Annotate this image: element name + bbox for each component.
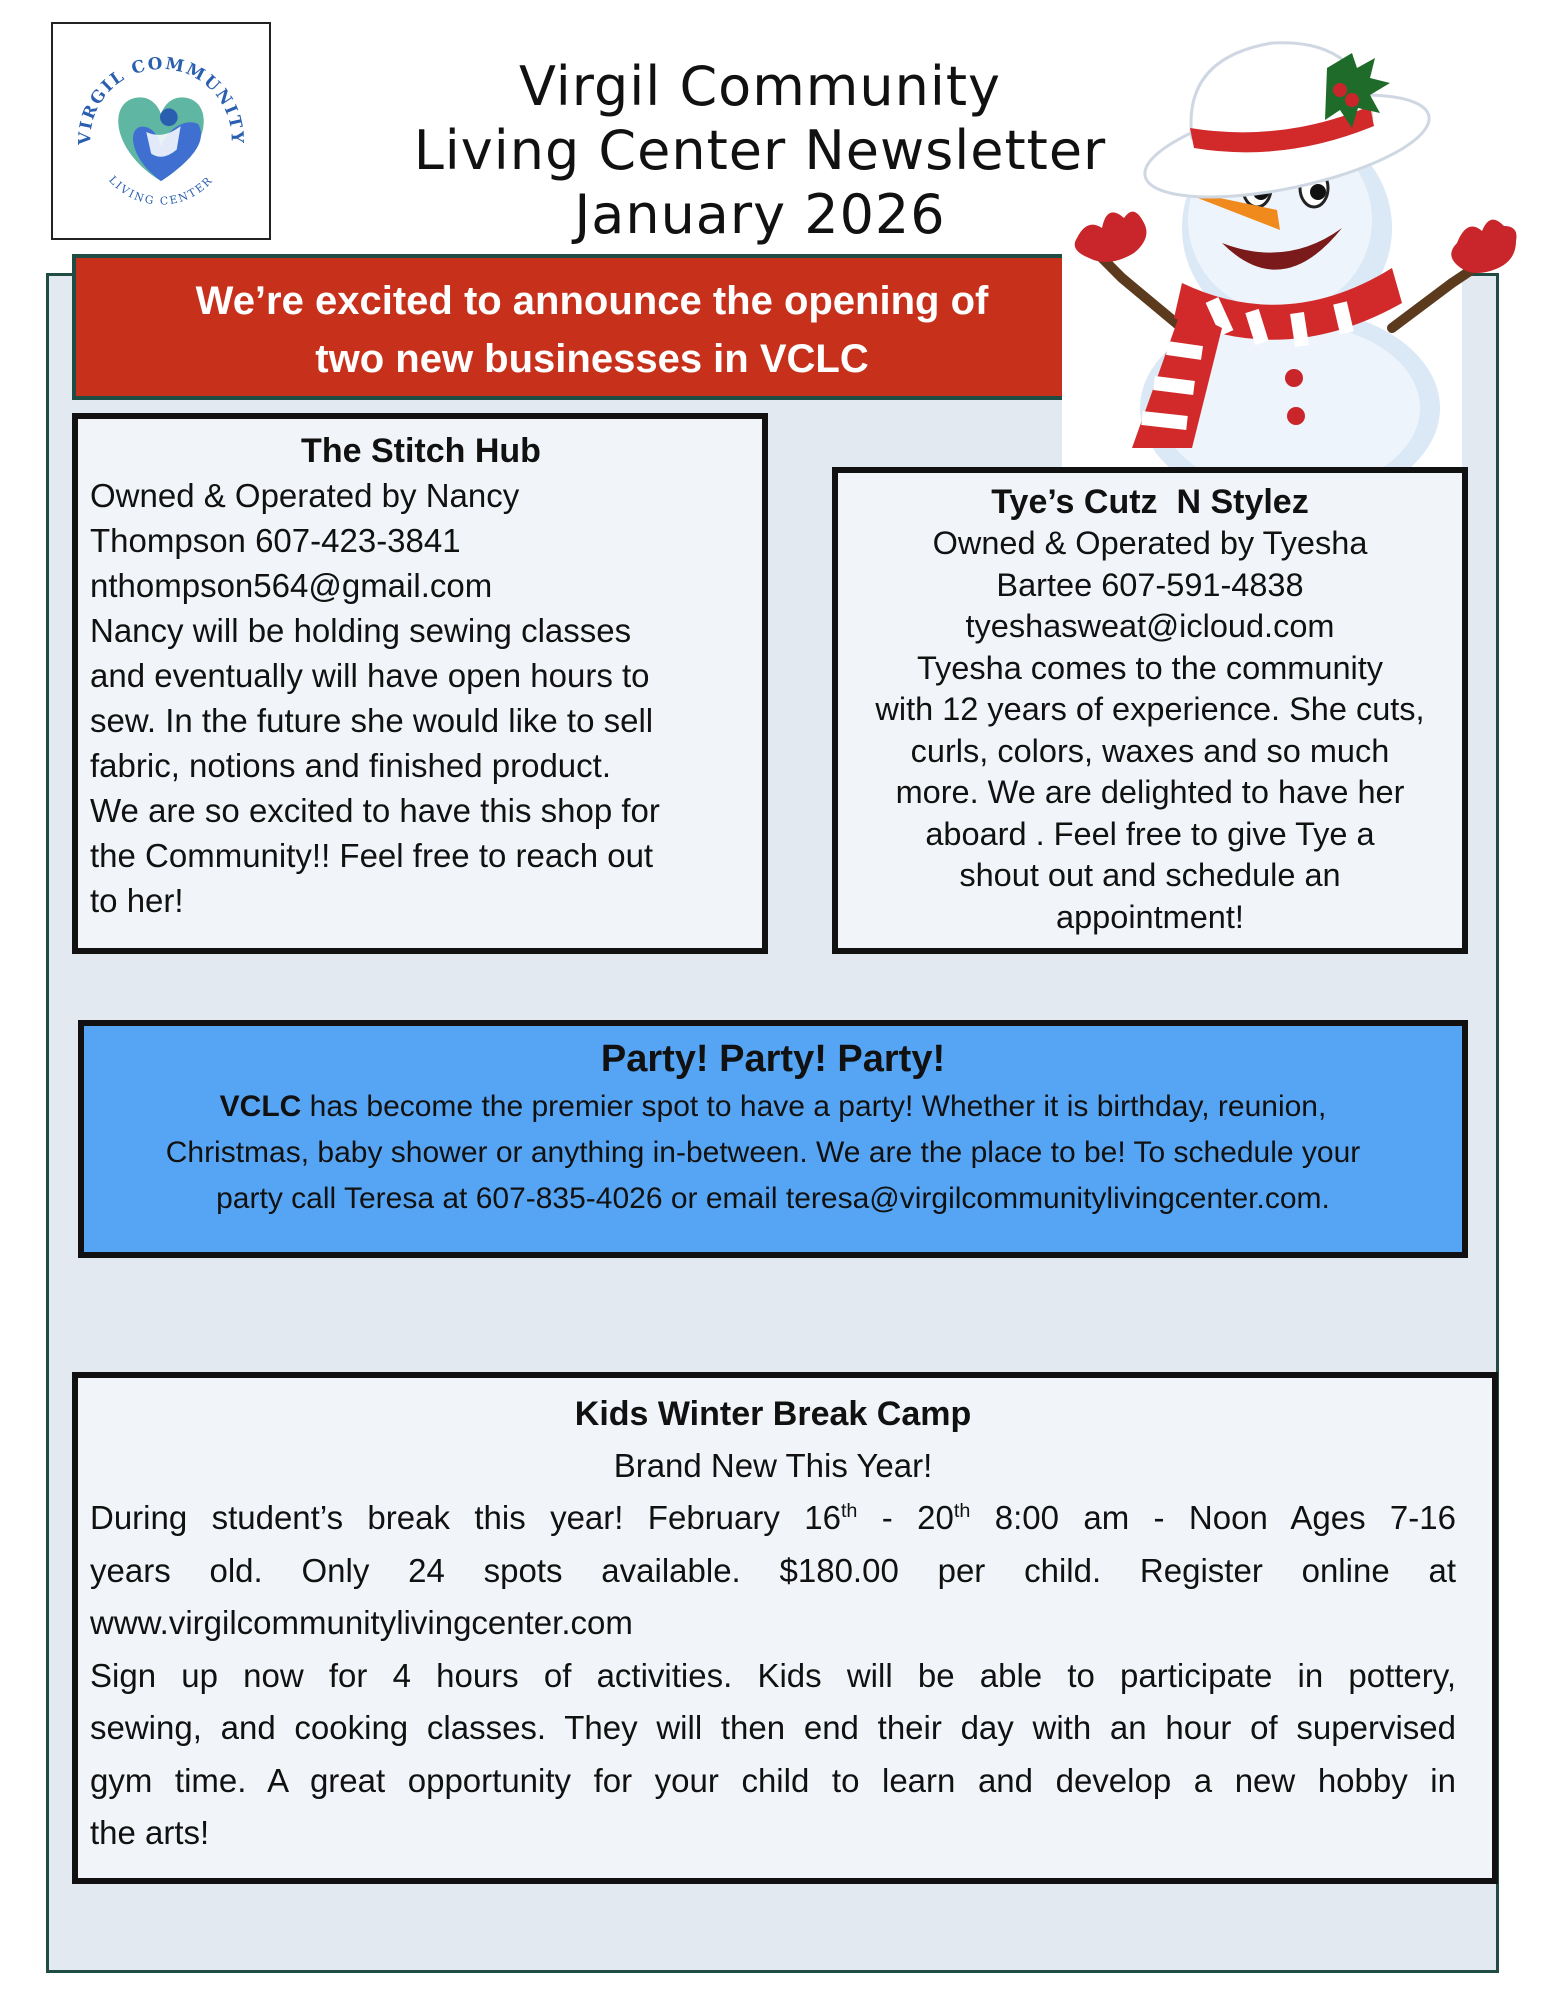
stitch-hub-line: Owned & Operated by Nancy <box>90 477 520 514</box>
banner-line-2: two new businesses in VCLC <box>315 337 869 381</box>
party-bold-lead: VCLC <box>219 1090 302 1123</box>
tyes-cutz-heading: Tye’s Cutz N Stylez <box>991 483 1309 521</box>
tyes-cutz-line: Tyesha comes to the community <box>916 649 1384 686</box>
stitch-hub-line: Thompson 607-423-3841 <box>90 522 461 559</box>
winter-camp-line: sewing, and cooking classes. They will then end their day with an hour of supervised <box>90 1709 1456 1746</box>
stitch-hub-email[interactable]: nthompson564@gmail.com <box>90 567 493 604</box>
winter-camp-line: gym time. A great opportunity for your child to learn and develop a new hobby in <box>90 1761 1456 1799</box>
tyes-cutz-line: curls, colors, waxes and so much <box>910 732 1390 769</box>
winter-camp-website-link[interactable]: www.virgilcommunitylivingcenter.com <box>90 1604 633 1641</box>
winter-camp-line: years old. Only 24 spots available. $180.00 per child. Register online at <box>90 1551 1456 1589</box>
banner-line-1: We’re excited to announce the opening of <box>195 279 989 323</box>
tyes-cutz-box <box>832 467 1468 954</box>
tyes-cutz-line: Owned & Operated by Tyesha <box>932 525 1368 561</box>
vclc-logo <box>51 22 271 240</box>
winter-camp-line: Sign up now for 4 hours of activities. Kids will be able to participate in pottery, <box>90 1656 1456 1694</box>
svg-text:VIRGIL COMMUNITY: VIRGIL COMMUNITY <box>74 52 248 146</box>
stitch-hub-line: to her! <box>90 882 184 919</box>
camp-date-text: During student’s break this year! February 16 <box>90 1499 841 1536</box>
party-line-3[interactable]: party call Teresa at 607-835-4026 or email teresa@virgilcommunitylivingcenter.com. <box>216 1182 1330 1215</box>
camp-date-text: 8:00 am - Noon Ages 7-16 <box>970 1499 1456 1536</box>
stitch-hub-line: We are so excited to have this shop for <box>90 792 660 829</box>
newsletter-title <box>350 55 1170 247</box>
party-line-1-text: has become the premier spot to have a party! Whether it is birthday, reunion, <box>301 1090 1327 1123</box>
camp-sup: th <box>840 1500 858 1522</box>
party-heading: Party! Party! Party! <box>600 1038 946 1080</box>
stitch-hub-line: Nancy will be holding sewing classes <box>90 612 632 649</box>
winter-camp-line <box>90 1492 1456 1545</box>
title-line-1: Virgil Community <box>519 55 1001 118</box>
title-line-3: January 2026 <box>574 183 946 246</box>
party-line-2: Christmas, baby shower or anything in-between. We are the place to be! To schedule your <box>165 1136 1361 1169</box>
tyes-cutz-line: more. We are delighted to have her <box>895 774 1405 810</box>
tyes-cutz-line: appointment! <box>1056 898 1244 935</box>
tyes-cutz-line: with 12 years of experience. She cuts, <box>875 691 1425 727</box>
stitch-hub-line: fabric, notions and finished product. <box>90 747 611 784</box>
winter-camp-line: the arts! <box>90 1814 210 1851</box>
tyes-cutz-line: Bartee 607-591-4838 <box>996 566 1304 603</box>
winter-camp-heading: Kids Winter Break Camp <box>574 1395 972 1433</box>
stitch-hub-line: the Community!! Feel free to reach out <box>90 837 654 874</box>
tyes-cutz-line: shout out and schedule an <box>959 857 1341 893</box>
party-box <box>78 1020 1468 1258</box>
stitch-hub-heading: The Stitch Hub <box>301 432 541 470</box>
stitch-hub-line: and eventually will have open hours to <box>90 657 650 694</box>
tyes-cutz-email[interactable]: tyeshasweat@icloud.com <box>965 608 1335 644</box>
stitch-hub-box <box>72 413 768 954</box>
winter-camp-subheading: Brand New This Year! <box>613 1447 933 1484</box>
svg-text:LIVING CENTER: LIVING CENTER <box>106 173 216 208</box>
title-line-2: Living Center Newsletter <box>413 119 1107 182</box>
tyes-cutz-line: aboard . Feel free to give Tye a <box>925 815 1375 852</box>
announcement-banner <box>72 254 1072 400</box>
camp-sup: th <box>953 1500 971 1522</box>
party-line-1 <box>84 1084 1462 1130</box>
stitch-hub-line: sew. In the future she would like to sell <box>90 702 654 739</box>
snowman-illustration <box>1062 28 1522 468</box>
vclc-logo-icon <box>53 24 269 238</box>
camp-date-text: - 20 <box>857 1499 954 1536</box>
winter-camp-box <box>72 1372 1498 1884</box>
snowman-icon <box>1062 28 1522 468</box>
